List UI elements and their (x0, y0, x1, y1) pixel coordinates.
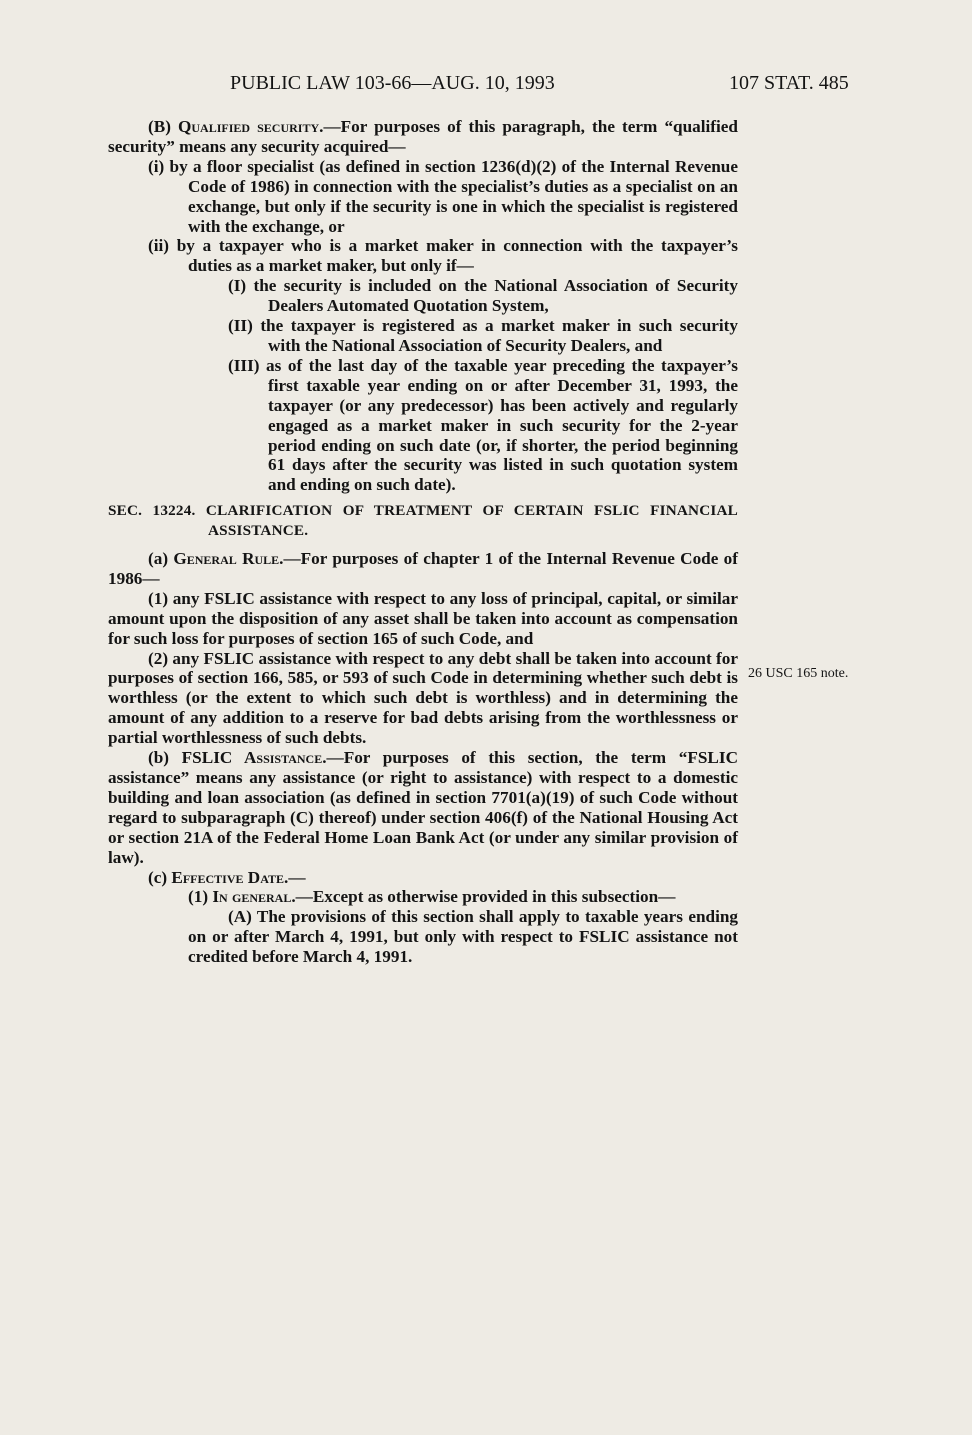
subclause-II: (II) the taxpayer is registered as a market maker in such security with the National Association of Security Dealers, and (228, 316, 738, 355)
section-heading: SEC. 13224. CLARIFICATION OF TREATMENT OF CERTAIN FSLIC FINANCIAL ASSISTANCE. (108, 502, 738, 540)
paragraph-qualified-security: (B) Qualified security.—For purposes of this paragraph, the term “qualified security” means any security acquired— (108, 117, 738, 156)
subclause-III: (III) as of the last day of the taxable year preceding the taxpayer’s first taxable year ending on or after December 31, 1993, the taxpayer (or any predecessor) has been actively and regularly engaged as a market maker in such security for the 2-year period ending on such date (or, if shorter, the period beginning 61 days after the security was listed in such quotation system and ending on such date). (228, 355, 738, 495)
subsection-caption: General Rule (173, 549, 280, 569)
subsection-b: (b) FSLIC Assistance.—For purposes of this section, the term “FSLIC assistance” means any assistance (or right to assistance) with respect to a domestic building and loan association (as defined in section 7701(a)(19) of such Code without regard to subparagraph (C) thereof) under section 406(f) of the National Housing Act or section 21A of the Federal Home Loan Bank Act (or under any similar provision of law). (108, 748, 738, 867)
document-body (108, 117, 738, 967)
subsection-a: (a) General Rule.—For purposes of chapter 1 of the Internal Revenue Code of 1986— (108, 549, 739, 588)
paragraph-caption: In general (212, 887, 292, 907)
subclause-I: (I) the security is included on the National Association of Security Dealers Automated Quotation System, (228, 276, 738, 316)
paragraph-c1: (1) In general.—Except as otherwise provided in this subsection— (188, 887, 676, 907)
subsection-c: (c) Effective Date.— (148, 867, 306, 887)
running-head: PUBLIC LAW 103-66—AUG. 10, 1993 (230, 72, 555, 94)
margin-note: 26 USC 165 note. (748, 666, 849, 681)
clause-ii: (ii) by a taxpayer who is a market maker in connection with the taxpayer’s duties as a market maker, but only if— (148, 236, 738, 276)
paragraph-caption: Qualified security (178, 117, 320, 136)
subsection-caption: Effective Date (171, 867, 285, 887)
page-header (0, 72, 972, 102)
clause-i: (i) by a floor specialist (as defined in section 1236(d)(2) of the Internal Revenue Code of 1986) in connection with the specialist’s duties as a specialist on an exchange, but only if the security is one in which the specialist is registered with the exchange, or (148, 156, 738, 236)
subparagraph-A: (A) The provisions of this section shall apply to taxable years ending on or after March 4, 1991, but only with respect to FSLIC assistance not credited before March 4, 1991. (188, 907, 738, 967)
paragraph-2: (2) any FSLIC assistance with respect to any debt shall be taken into account for purposes of section 166, 585, or 593 of such Code in determining whether such debt is worthless (or the extent to which such debt is worthless) and in determining the amount of any addition to a reserve for bad debts arising from the worthlessness or partial worthlessness of such debts. (108, 648, 738, 748)
subsection-caption: FSLIC Assistance (181, 748, 323, 768)
paragraph-1: (1) any FSLIC assistance with respect to any loss of principal, capital, or similar amount upon the disposition of any asset shall be taken into account as compensation for such loss for purposes of section 165 of such Code, and (108, 588, 738, 648)
page-number: 107 STAT. 485 (729, 72, 849, 94)
